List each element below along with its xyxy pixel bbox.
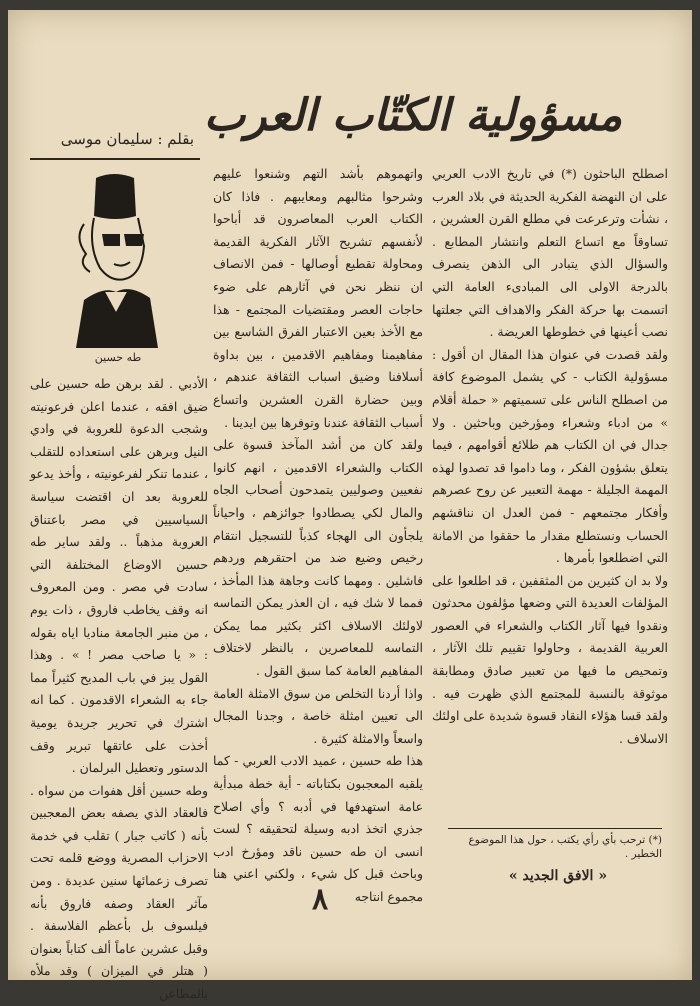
footnote-divider [448, 828, 662, 829]
magazine-page [8, 10, 692, 1002]
mouth [114, 262, 130, 266]
footnote: (*) ترحب بأي رأي يكتب ، حول هذا الموضوع الخطير . [468, 834, 662, 860]
portrait-illustration [54, 168, 174, 348]
article-column-middle [213, 163, 423, 909]
magazine-name: « الافق الجديد » [508, 868, 608, 884]
byline-box [30, 122, 200, 160]
face-outline [92, 218, 144, 280]
sunglasses [102, 234, 144, 246]
article-title: مسؤولية الكتّاب العرب [203, 90, 623, 141]
page-number: ٨ [311, 882, 329, 917]
paragraph: ولقد كان من أشد المآخذ قسوة على الكتاب والشعراء الاقدمين ، انهم كانوا نفعيين وصوليين يتمدحون أصحاب الجاه والمال لكي يصطادوا جوائزهم ، واحياناً يلجأون الى الهجاء كذباً للتسجيل انتقام رخيص وضيع ضد من احتقرهم وردهم فاشلين . ومهما كانت وجاهة هذا المأخذ ، فمما لا شك فيه ، ان العذر يمكن التماسه لاولئك الاسلاف اكثر بكثير مما يمكن التماسه للمعاصرين ، بالنظر لاختلاف المفاهيم العامة كما سبق القول . [213, 437, 423, 679]
fez-hat [94, 174, 136, 219]
paragraph: واتهموهم بأشد التهم وشنعوا عليهم وشرحوا مثالبهم ومعايبهم . فاذا كان الكتاب العرب المعاصرون قد أباحوا لأنفسهم تشريح الآثار الفكرية القديمة ومحاولة تقطيع أوصالها - فمن الانصاف ان ننظر نحن في آثارهم على ضوء حاجات العصر ومقتضيات المجتمع - هذا مع الأخذ بعين الاعتبار الفرق الشاسع بين مفاهيمنا ومفاهيم الاقدمين ، بين بداوة أسلافنا وضيق اسباب الثقافة عندهم ، وبين حضارة القرن العشرين واتساع أسباب الثقافة عندنا وتوفرها بين ايدينا . [213, 166, 423, 430]
paragraph: ولقد قصدت في عنوان هذا المقال ان أقول : مسؤولية الكتاب - كي يشمل الموضوع كافة من اصطلح الناس على تسميتهم « حملة أقلام » من ادباء وشعراء ومؤرخين وباحثين . ولا جدال في ان الكتاب هم طلائع أقوامهم ، فيما يتعلق بشؤون الفكر ، وما داموا قد تصدوا لهذه المهمة الجليلة - مهمة التعبير عن روح عصرهم وأفكار مجتمعهم - فمن العدل ان نناقشهم الحساب ونستطلع مقدار ما حققوا من الامانة التي اضطلعوا بأمرها . [432, 346, 668, 566]
paragraph: واذا أردنا التخلص من سوق الامثلة العامة الى تعيين امثلة خاصة ، وجدنا المجال واسعاً والامثلة كثيرة . [213, 685, 423, 746]
paragraph: وطه حسين أقل هفوات من سواه . فالعقاد الذي يصفه بعض المعجبين بأنه ( كاتب جبار ) تقلب في خدمة الاحزاب المصرية ووضع قلمه تحت تصرف زعمائها سنين عديدة . ومن مآثر العقاد وصفه فاروق بأنه فيلسوف بل بأعظم الفلاسفة . وقبل عشرين عاماً ألف كتاباً بعنوان ( هتلر في الميزان ) وقد ملأه بالمطاعن [30, 782, 208, 1002]
paragraph: الأدبي . لقد برهن طه حسين على ضيق افقه ، عندما اعلن فرعونيته وشجب الدعوة للعروبة في وادي النيل وبرهن على استعداده للتقلب ، عندما تنكر لفرعونيته ، وأخذ يدعو للعروبة بعد ان اقتضت سياسة السياسيين في مصر باعتناق العروبة مذهباً .. ولقد ساير طه حسين الاوضاع المختلفة التي سادت في مصر . ومن المعروف انه وقف يخاطب فاروق ، ذات يوم ، من منبر الجامعة مناديا اياه بقوله : « يا صاحب مصر ! » . وهذا القول يبز في باب المديح كثيراً مما جاء به الشعراء الاقدمون . كما انه اشترك في تحرير جريدة يومية أخذت على عاتقها تبرير وقف الدستور وتعطيل البرلمان . [30, 376, 208, 776]
paragraph: اصطلح الباحثون (*) في تاريخ الادب العربي على ان النهضة الفكرية الحديثة في بلاد العرب ، نشأت وترعرعت في مطلع القرن العشرين ، تساوقاً مع اتساع التعلم وانتشار المطابع . والسؤال الذي يتبادر الى الذهن ينصرف بالدرجة الاولى الى المبادىء العامة التي اتسمت بها حركة الفكر والاهداف التي جعلتها نصب أعينها في خطوطها العريضة . [432, 166, 668, 340]
hair-left [79, 224, 90, 272]
article-column-left [30, 373, 208, 1006]
portrait-caption: طه حسين [94, 351, 142, 364]
article-column-right [432, 163, 668, 750]
author-byline: بقلم : سليمان موسى [60, 130, 194, 148]
paragraph: ولا بد ان كثيرين من المثقفين ، قد اطلعوا على المؤلفات العديدة التي وضعها مؤلفون محدثون ونقدوا فيها آثار الكتاب والشعراء في العصور العربية القديمة ، وحاولوا تقييم تلك الآثار ، وتمحيص ما فيها من تعبير صادق ومطابقة موثوقة بالنسبة للمجتمع الذي ظهرت فيه . ولقد قسا هؤلاء النقاد قسوة شديدة على اولئك الاسلاف . [432, 572, 668, 746]
paragraph: هذا طه حسين ، عميد الادب العربي - كما يلقبه المعجبون بكتاباته - أية خطة مبدأية عامة استهدفها في أدبه ؟ وأي اصلاح جذري اتخذ ادبه وسيلة لتحقيقه ؟ لست انسى ان طه حسين ناقد ومؤرخ ادب وباحث قبل كل شيء ، ولكني اعني هنا مجموع انتاجه [213, 753, 423, 904]
